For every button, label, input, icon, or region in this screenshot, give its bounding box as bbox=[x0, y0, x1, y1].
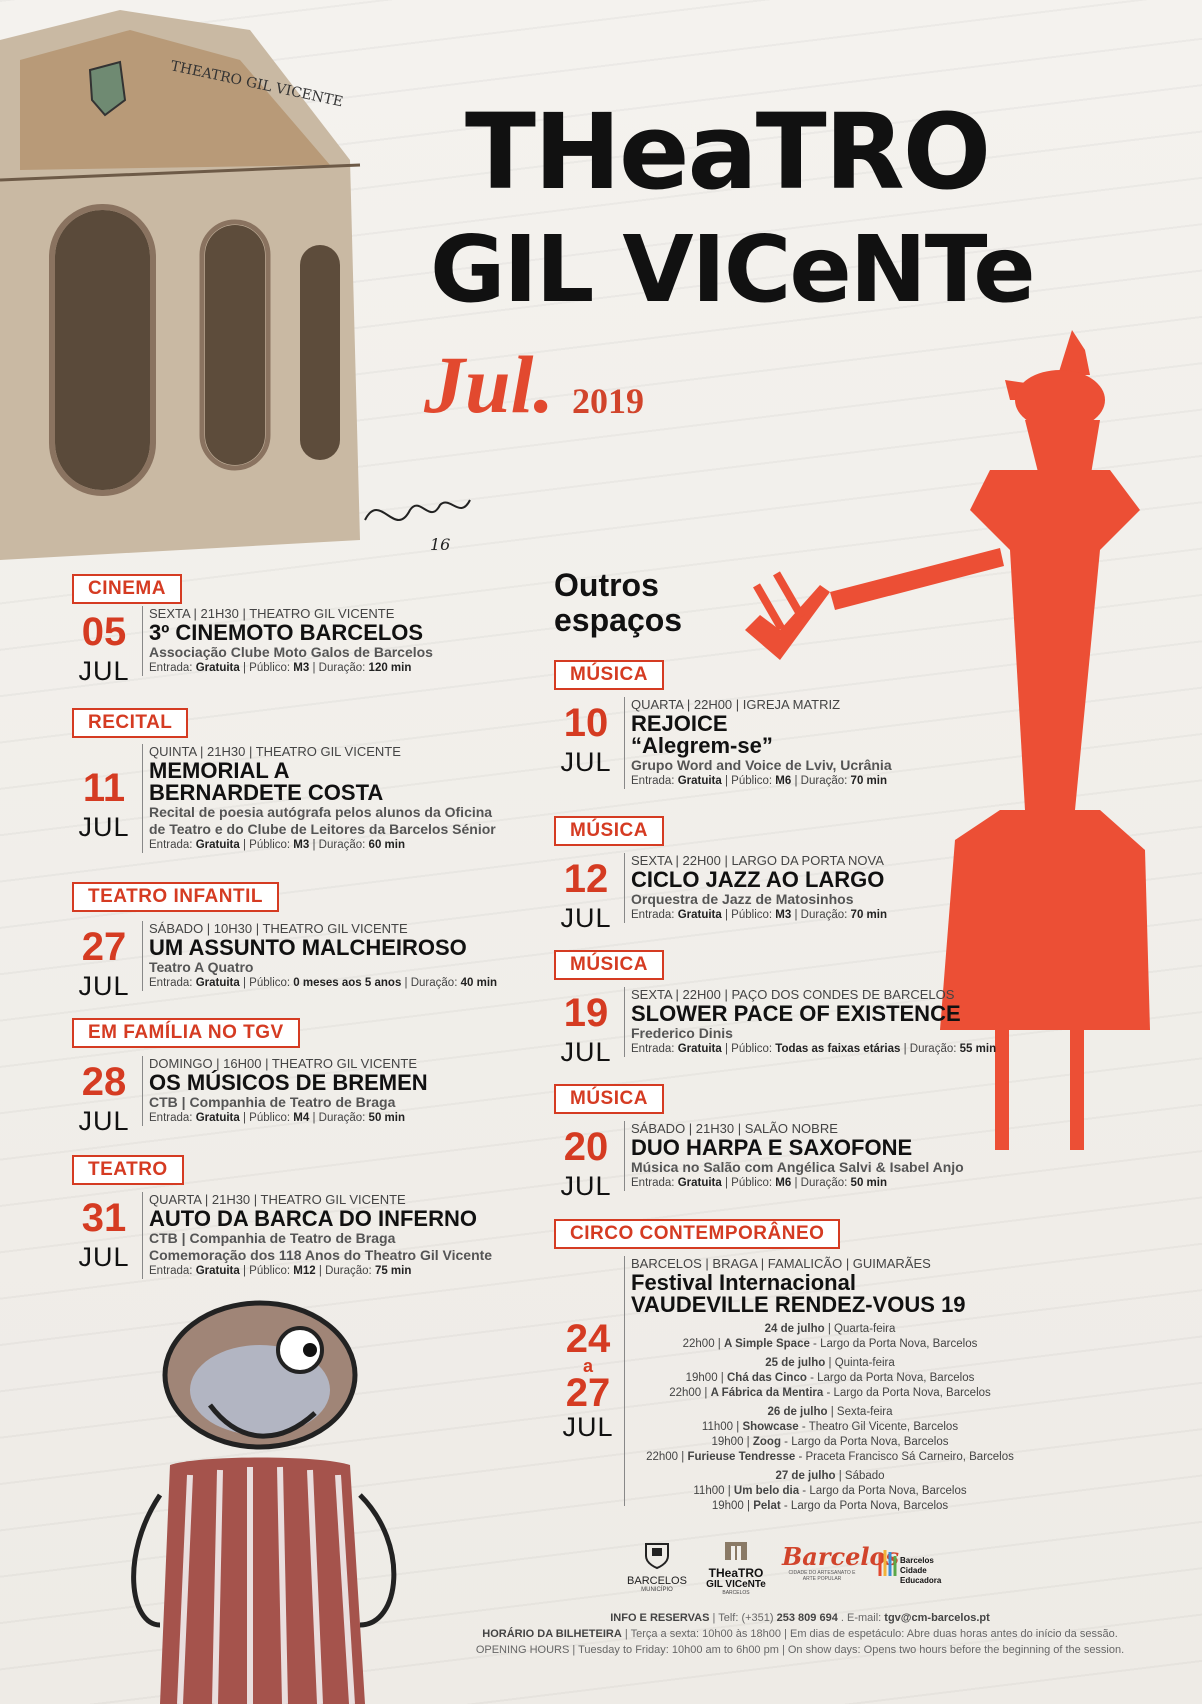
schedule-item: 22h00 | A Simple Space - Largo da Porta Nova, Barcelos bbox=[682, 1338, 978, 1350]
category-badge: TEATRO bbox=[72, 1155, 184, 1185]
event-details bbox=[142, 921, 497, 991]
event-meta: SÁBADO | 10H30 | THEATRO GIL VICENTE bbox=[149, 921, 408, 936]
event-details bbox=[142, 744, 496, 853]
schedule-day-header: 25 de julho | Quinta-feira bbox=[765, 1357, 895, 1369]
event-month: JUL bbox=[78, 1106, 130, 1136]
event-title: SLOWER PACE OF EXISTENCE bbox=[631, 1001, 961, 1026]
event-title: 3º CINEMOTO BARCELOS bbox=[149, 620, 424, 645]
event-subtitle: Música no Salão com Angélica Salvi & Isabel Anjo bbox=[631, 1159, 964, 1175]
category-badge: MÚSICA bbox=[554, 1084, 664, 1114]
event-month: JUL bbox=[560, 1171, 612, 1201]
cidade-educadora-logo: Barcelos Cidade Educadora bbox=[876, 1546, 966, 1586]
event-details bbox=[142, 1056, 428, 1126]
schedule-item: 11h00 | Um belo dia - Largo da Porta Nova, Barcelos bbox=[693, 1485, 967, 1497]
event-details bbox=[624, 697, 892, 789]
svg-text:16: 16 bbox=[430, 535, 451, 554]
event-subtitle: Orquestra de Jazz de Matosinhos bbox=[631, 891, 854, 907]
event-subtitle: Comemoração dos 118 Anos do Theatro Gil Vicente bbox=[149, 1247, 493, 1263]
event-subtitle: Teatro A Quatro bbox=[149, 959, 254, 975]
footer-opening-hours: OPENING HOURS | Tuesday to Friday: 10h00 am to 6h00 pm | On show days: Opens two hours before the beginning of the session. bbox=[475, 1644, 1125, 1656]
event-entry-info: Entrada: Gratuita | Público: Todas as faixas etárias | Duração: 55 min bbox=[631, 1043, 997, 1055]
header-month: Jul. bbox=[424, 339, 554, 430]
event-title: UM ASSUNTO MALCHEIROSO bbox=[149, 935, 467, 960]
festival-title: VAUDEVILLE RENDEZ-VOUS 19 bbox=[631, 1292, 966, 1317]
category-badge: EM FAMÍLIA NO TGV bbox=[72, 1018, 300, 1048]
event-meta: SEXTA | 22H00 | LARGO DA PORTA NOVA bbox=[631, 853, 884, 868]
schedule-item: 19h00 | Zoog - Largo da Porta Nova, Barcelos bbox=[711, 1436, 949, 1448]
event-details bbox=[624, 987, 996, 1057]
event-title: MEMORIAL A bbox=[149, 758, 290, 783]
artist-signature bbox=[360, 480, 480, 560]
event-meta: DOMINGO | 16H00 | THEATRO GIL VICENTE bbox=[149, 1056, 418, 1071]
event-details bbox=[624, 1121, 964, 1191]
event-meta: SEXTA | 22H00 | PAÇO DOS CONDES DE BARCELOS bbox=[631, 987, 955, 1002]
event-entry-info: Entrada: Gratuita | Público: M12 | Duração: 75 min bbox=[149, 1265, 412, 1277]
event-day: 20 bbox=[563, 1125, 609, 1169]
festival-day-to: 27 bbox=[565, 1371, 611, 1415]
event-day: 05 bbox=[81, 610, 127, 654]
event-subtitle: Recital de poesia autógrafa pelos alunos da Oficina bbox=[149, 804, 493, 820]
category-badge: MÚSICA bbox=[554, 950, 664, 980]
event-entry-info: Entrada: Gratuita | Público: M6 | Duração: 70 min bbox=[631, 775, 887, 787]
footer-box-office-hours: HORÁRIO DA BILHETEIRA | Terça a sexta: 10h00 às 18h00 | Em dias de espetáculo: Abre duas horas antes do início da sessão. bbox=[482, 1628, 1118, 1640]
event-day: 12 bbox=[563, 857, 609, 901]
barcelos-craft-city-logo: Barcelos CIDADE DO ARTESANATO E ARTE POPULAR bbox=[782, 1542, 899, 1582]
schedule-day-header: 26 de julho | Sexta-feira bbox=[767, 1406, 893, 1418]
event-month: JUL bbox=[78, 656, 130, 686]
event-month: JUL bbox=[560, 903, 612, 933]
event-day: 19 bbox=[563, 991, 609, 1035]
header-title-line1: THeaTRO bbox=[465, 91, 990, 213]
event-entry-info: Entrada: Gratuita | Público: M4 | Duração: 50 min bbox=[149, 1112, 405, 1124]
event-subtitle: Frederico Dinis bbox=[631, 1025, 733, 1041]
schedule-item: 11h00 | Showcase - Theatro Gil Vicente, Barcelos bbox=[701, 1421, 959, 1433]
schedule-day-header: 24 de julho | Quarta-feira bbox=[764, 1323, 896, 1335]
theatro-gil-vicente-logo: THeaTRO GIL VICeNTe BARCELOS bbox=[700, 1540, 772, 1596]
header-title-line2: GIL VICeNTe bbox=[430, 216, 1034, 323]
event-meta: SÁBADO | 21H30 | SALÃO NOBRE bbox=[631, 1121, 838, 1136]
event-month: JUL bbox=[560, 747, 612, 777]
event-entry-info: Entrada: Gratuita | Público: 0 meses aos 5 anos | Duração: 40 min bbox=[149, 977, 498, 989]
event-subtitle: CTB | Companhia de Teatro de Braga bbox=[149, 1230, 396, 1246]
puppet-character-illustration bbox=[110, 1295, 440, 1704]
festival-meta: BARCELOS | BRAGA | FAMALICÃO | GUIMARÃES bbox=[631, 1256, 931, 1271]
festival-title: Festival Internacional bbox=[631, 1270, 856, 1295]
event-details bbox=[142, 1192, 492, 1279]
festival-month: JUL bbox=[562, 1412, 614, 1442]
event-month: JUL bbox=[78, 1242, 130, 1272]
category-badge: RECITAL bbox=[72, 708, 188, 738]
event-title: REJOICE bbox=[631, 711, 728, 736]
event-meta: QUARTA | 22H00 | IGREJA MATRIZ bbox=[631, 697, 841, 712]
event-title: DUO HARPA E SAXOFONE bbox=[631, 1135, 913, 1160]
header-year: 2019 bbox=[572, 381, 644, 421]
coat-of-arms-icon bbox=[642, 1540, 672, 1570]
event-title: BERNARDETE COSTA bbox=[149, 780, 384, 805]
event-meta: QUINTA | 21H30 | THEATRO GIL VICENTE bbox=[149, 744, 401, 759]
theatre-mark-icon bbox=[723, 1540, 749, 1562]
event-subtitle: Associação Clube Moto Galos de Barcelos bbox=[149, 644, 433, 660]
event-meta: QUARTA | 21H30 | THEATRO GIL VICENTE bbox=[149, 1192, 406, 1207]
event-subtitle: Grupo Word and Voice de Lviv, Ucrânia bbox=[631, 757, 892, 773]
educating-city-hand-icon bbox=[876, 1546, 900, 1580]
barcelos-municipality-logo: BARCELOS MUNICÍPIO bbox=[624, 1540, 690, 1593]
category-badge: MÚSICA bbox=[554, 660, 664, 690]
festival-day-from: 24 bbox=[565, 1317, 611, 1361]
festival-dates bbox=[556, 1317, 620, 1442]
event-title: CICLO JAZZ AO LARGO bbox=[631, 867, 885, 892]
festival-date-connector: a bbox=[582, 1356, 593, 1376]
theatre-facade-illustration bbox=[0, 0, 380, 560]
event-entry-info: Entrada: Gratuita | Público: M3 | Duração: 120 min bbox=[149, 662, 412, 674]
category-badge: TEATRO INFANTIL bbox=[72, 882, 279, 912]
event-title: AUTO DA BARCA DO INFERNO bbox=[149, 1206, 477, 1231]
festival-schedule bbox=[630, 1322, 1030, 1514]
category-badge: MÚSICA bbox=[554, 816, 664, 846]
event-day: 10 bbox=[563, 701, 609, 745]
event-entry-info: Entrada: Gratuita | Público: M3 | Duração: 70 min bbox=[631, 909, 887, 921]
event-day: 28 bbox=[81, 1060, 127, 1104]
svg-text:THEATRO GIL VICENTE: THEATRO GIL VICENTE bbox=[169, 58, 345, 111]
event-day: 31 bbox=[81, 1196, 127, 1240]
event-entry-info: Entrada: Gratuita | Público: M6 | Duração: 50 min bbox=[631, 1177, 887, 1189]
event-details bbox=[142, 606, 433, 676]
event-month: JUL bbox=[78, 812, 130, 842]
category-badge: CIRCO CONTEMPORÂNEO bbox=[554, 1219, 840, 1249]
event-month: JUL bbox=[560, 1037, 612, 1067]
event-details bbox=[624, 853, 887, 923]
event-subtitle: de Teatro e do Clube de Leitores da Barcelos Sénior bbox=[149, 821, 496, 837]
event-day: 11 bbox=[82, 766, 126, 810]
event-month: JUL bbox=[78, 971, 130, 1001]
event-subtitle: CTB | Companhia de Teatro de Braga bbox=[149, 1094, 396, 1110]
schedule-day-header: 27 de julho | Sábado bbox=[775, 1470, 885, 1482]
event-meta: SEXTA | 21H30 | THEATRO GIL VICENTE bbox=[149, 606, 395, 621]
schedule-item: 19h00 | Pelat - Largo da Porta Nova, Barcelos bbox=[711, 1500, 949, 1512]
event-day: 27 bbox=[81, 925, 127, 969]
outros-espacos-heading: Outros espaços bbox=[554, 567, 683, 638]
category-badge: CINEMA bbox=[72, 574, 182, 604]
schedule-item: 19h00 | Chá das Cinco - Largo da Porta Nova, Barcelos bbox=[685, 1372, 975, 1384]
schedule-item: 22h00 | A Fábrica da Mentira - Largo da Porta Nova, Barcelos bbox=[669, 1387, 991, 1399]
event-title: OS MÚSICOS DE BREMEN bbox=[149, 1070, 428, 1095]
schedule-item: 22h00 | Furieuse Tendresse - Praceta Francisco Sá Carneiro, Barcelos bbox=[646, 1451, 1014, 1463]
footer-info-line: INFO E RESERVAS | Telf: (+351) 253 809 694 . E-mail: tgv@cm-barcelos.pt bbox=[610, 1612, 990, 1624]
event-title: “Alegrem-se” bbox=[631, 733, 773, 758]
event-entry-info: Entrada: Gratuita | Público: M3 | Duração: 60 min bbox=[149, 839, 405, 851]
